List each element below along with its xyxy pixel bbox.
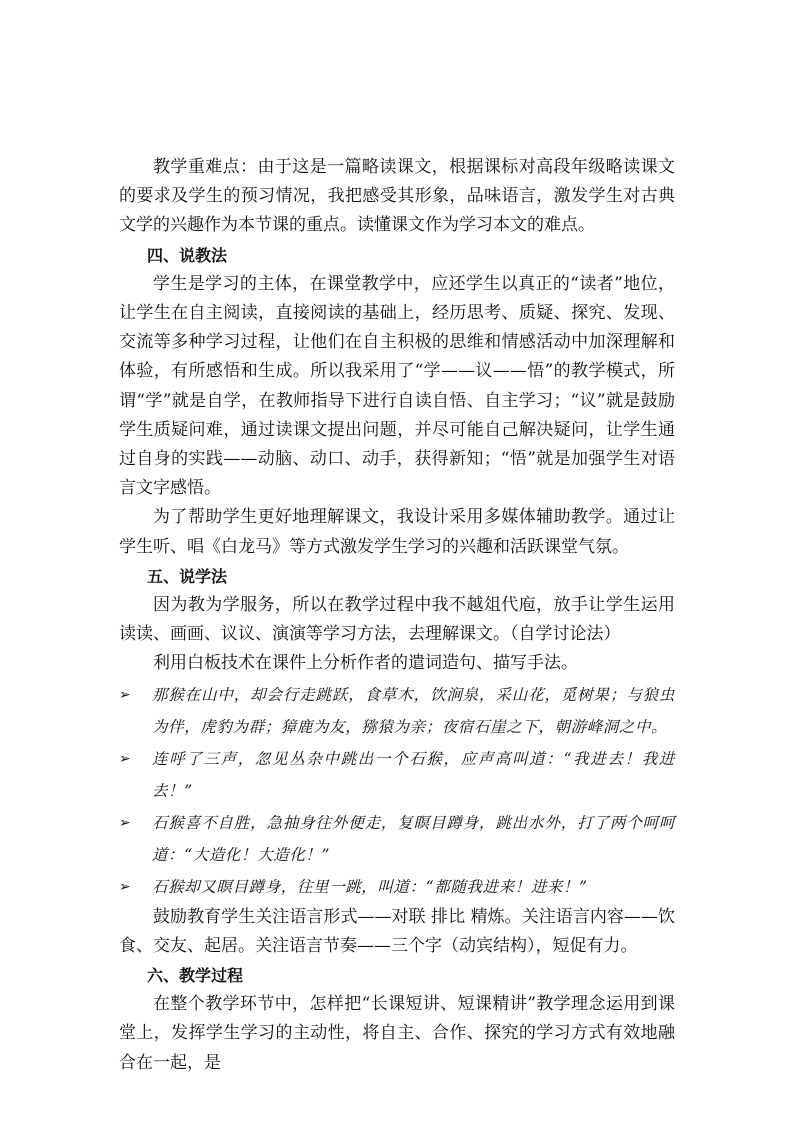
quote-text: 那猴在山中，却会行走跳跃，食草木，饮涧泉，采山花，觅树果；与狼虫为伴，虎豹为群；獐鹿为友，猕猿为亲；夜宿石崖之下，朝游峰洞之中。 xyxy=(152,685,675,736)
quote-bullet-2 xyxy=(119,743,675,807)
quote-text: 石猴喜不自胜，急抽身往外便走，复瞑目蹲身，跳出水外，打了两个呵呵道：“大造化！大造化！” xyxy=(152,813,675,864)
paragraph-whiteboard: 利用白板技术在课件上分析作者的遣词造句、描写手法。 xyxy=(153,653,578,674)
bullet-arrow-icon: ➢ xyxy=(119,814,132,831)
quote-bullet-1 xyxy=(119,679,675,743)
quote-bullet-3 xyxy=(119,807,675,871)
section-heading-learning-method: 五、说学法 xyxy=(147,566,228,586)
bullet-arrow-icon: ➢ xyxy=(119,686,132,703)
bullet-arrow-icon: ➢ xyxy=(119,878,132,895)
document-body xyxy=(119,153,675,1078)
paragraph-teaching-process: 在整个教学环节中，怎样把“长课短讲、短课精讲”教学理念运用到课堂上，发挥学生学习的主动性，将自主、合作、探究的学习方式有效地融合在一起，是 xyxy=(119,994,675,1073)
paragraph-multimedia: 为了帮助学生更好地理解课文，我设计采用多媒体辅助教学。通过让学生听、唱《白龙马》等方式激发学生学习的兴趣和活跃课堂气氛。 xyxy=(119,507,675,557)
paragraph-teaching-method: 学生是学习的主体，在课堂教学中，应还学生以真正的“读者”地位，让学生在自主阅读，直接阅读的基础上，经历思考、质疑、探究、发现、交流等多种学习过程，让他们在自主积极的思维和情感活动中加深理解和体验，有所感悟和生成。所以我采用了“学——议——悟”的教学模式，所谓“学”就是自学，在教师指导下进行自读自悟、自主学习；“议”就是鼓励学生质疑问难，通过读课文提出问题，并尽可能自己解决疑问，让学生通过自身的实践——动脑、动口、动手，获得新知；“悟”就是加强学生对语言文字感悟。 xyxy=(119,273,675,499)
paragraph-learning-method: 因为教为学服务，所以在教学过程中我不越俎代庖，放手让学生运用读读、画画、议议、演演等学习方法，去理解课文。（自学讨论法） xyxy=(119,595,675,645)
bullet-arrow-icon: ➢ xyxy=(119,750,132,767)
paragraph-teaching-focus: 教学重难点：由于这是一篇略读课文，根据课标对高段年级略读课文的要求及学生的预习情况，我把感受其形象，品味语言，激发学生对古典文学的兴趣作为本节课的重点。读懂课文作为学习本文的难点。 xyxy=(119,157,675,236)
quote-text: 石猴却又瞑目蹲身，往里一跳，叫道：“都随我进来！进来！” xyxy=(152,877,588,896)
section-heading-teaching-process: 六、教学过程 xyxy=(147,966,244,986)
quote-text: 连呼了三声，忽见丛杂中跳出一个石猴，应声高叫道：“我进去！我进去！” xyxy=(152,749,675,800)
quote-bullet-4 xyxy=(119,871,675,903)
paragraph-language-focus: 鼓励教育学生关注语言形式——对联 排比 精炼。关注语言内容——饮食、交友、起居。关注语言节奏——三个字（动宾结构），短促有力。 xyxy=(119,906,675,956)
section-heading-teaching-method: 四、说教法 xyxy=(147,245,228,265)
